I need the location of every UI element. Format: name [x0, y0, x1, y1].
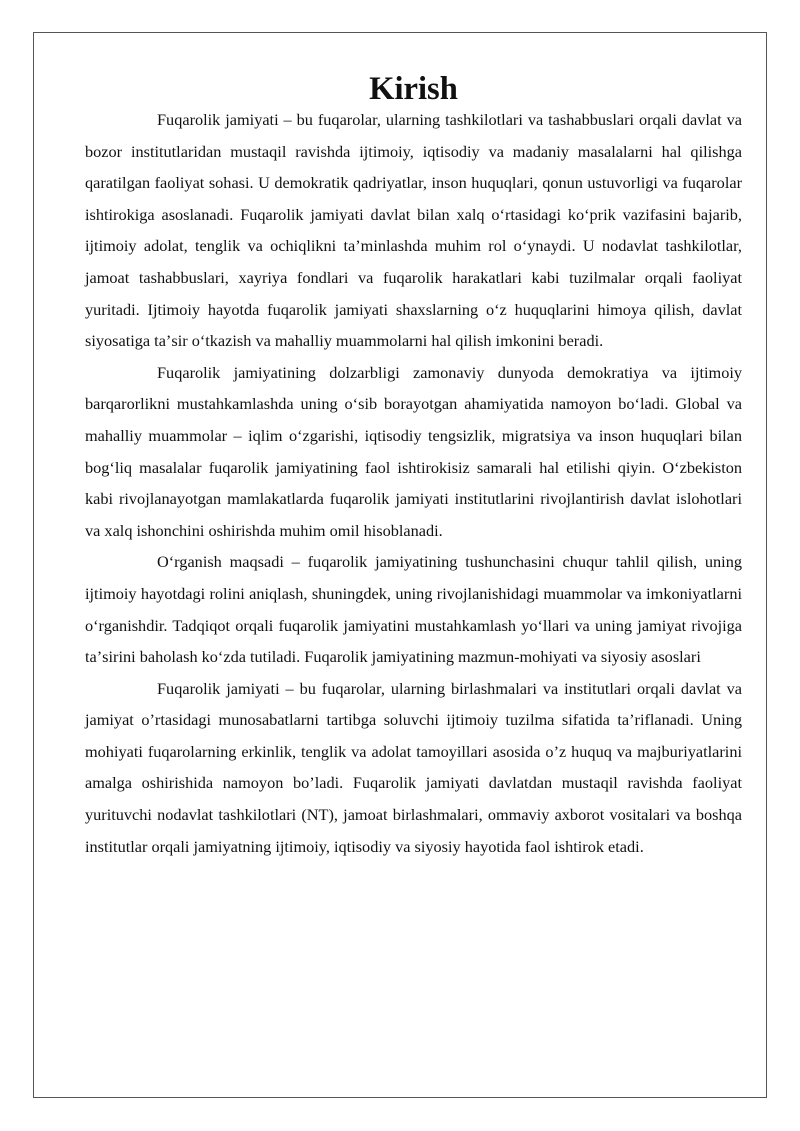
- section-title: Kirish: [369, 71, 458, 107]
- paragraph-purpose: Oʻrganish maqsadi – fuqarolik jamiyatining tushunchasini chuqur tahlil qilish, uning ijtimoiy hayotdagi rolini aniqlash, shuningdek, uning rivojlanishidagi muammolar va imkoniyatlarni oʻrganishdir. Tadqiqot orqali fuqarolik jamiyatini mustahkamlash yoʻllari va uning jamiyat rivojiga taʼsirini baholash koʻzda tutiladi. Fuqarolik jamiyatining mazmun-mohiyati va siyosiy asoslari: [85, 552, 742, 667]
- paragraph-relevance: Fuqarolik jamiyatining dolzarbligi zamonaviy dunyoda demokratiya va ijtimoiy barqarorlikni mustahkamlashda uning oʻsib borayotgan ahamiyatida namoyon boʻladi. Global va mahalliy muammolar – iqlim oʻzgarishi, iqtisodiy tengsizlik, migratsiya va inson huquqlari bilan bogʻliq masalalar fuqarolik jamiyatining faol ishtirokisiz samarali hal etilishi qiyin. Oʻzbekiston kabi rivojlanayotgan mamlakatlarda fuqarolik jamiyati institutlarini rivojlantirish davlat islohotlari va xalq ishonchini oshirishda muhim omil hisoblanadi.: [85, 362, 742, 540]
- paragraph-intro: Fuqarolik jamiyati – bu fuqarolar, ularning tashkilotlari va tashabbuslari orqali davlat va bozor institutlaridan mustaqil ravishda ijtimoiy, iqtisodiy va madaniy masalalarni hal qilishga qaratilgan faoliyat sohasi. U demokratik qadriyatlar, inson huquqlari, qonun ustuvorligi va fuqarolar ishtirokiga asoslanadi. Fuqarolik jamiyati davlat bilan xalq oʻrtasidagi koʻprik vazifasini bajarib, ijtimoiy adolat, tenglik va ochiqlikni taʼminlashda muhim rol oʻynaydi. U nodavlat tashkilotlar, jamoat tashabbuslari, xayriya fondlari va fuqarolik harakatlari kabi tuzilmalar orqali faoliyat yuritadi. Ijtimoiy hayotda fuqarolik jamiyati shaxslarning oʻz huquqlarini himoya qilish, davlat siyosatiga taʼsir oʻtkazish va mahalliy muammolarni hal qilish imkonini beradi.: [85, 110, 742, 351]
- document-page: [33, 32, 767, 1098]
- paragraph-definition: Fuqarolik jamiyati – bu fuqarolar, ularning birlashmalari va institutlari orqali davlat va jamiyat oʼrtasidagi munosabatlarni tartibga soluvchi ijtimoiy tuzilma sifatida taʼriflanadi. Uning mohiyati fuqarolarning erkinlik, tenglik va adolat tamoyillari asosida oʼz huquq va majburiyatlarini amalga oshirishida namoyon boʼladi. Fuqarolik jamiyati davlatdan mustaqil ravishda faoliyat yurituvchi nodavlat tashkilotlari (NT), jamoat birlashmalari, ommaviy axborot vositalari va boshqa institutlar orqali jamiyatning ijtimoiy, iqtisodiy va siyosiy hayotida faol ishtirok etadi.: [85, 678, 742, 856]
- document-body: [85, 71, 742, 862]
